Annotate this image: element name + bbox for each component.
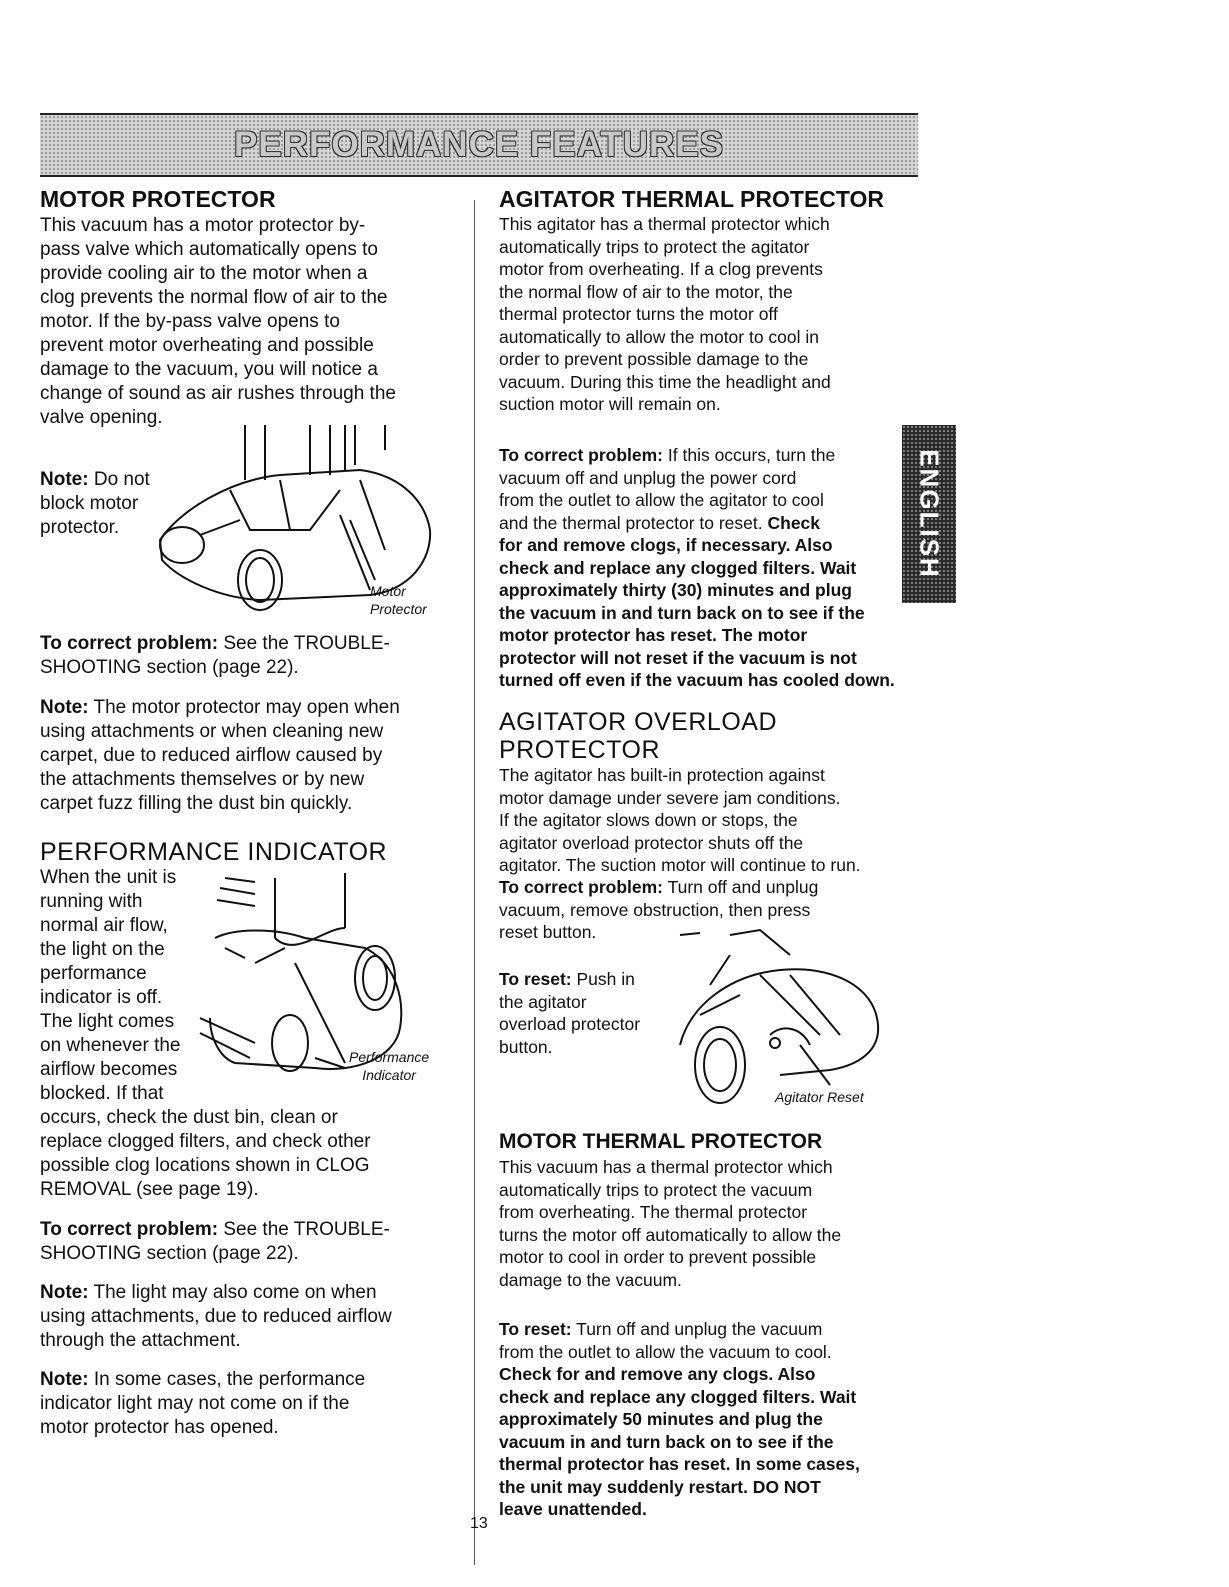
agitator-overload-reset bbox=[499, 968, 689, 1058]
text-line: automatically to allow the motor to cool in bbox=[499, 326, 820, 347]
performance-indicator-heading: PERFORMANCE INDICATOR bbox=[40, 838, 388, 866]
motor-thermal-section bbox=[499, 1128, 919, 1291]
text-line: check and replace any clogged filters. Wait bbox=[499, 557, 857, 578]
text-line: agitator. The suction motor will continue to run. bbox=[499, 855, 861, 875]
text-line: valve opening. bbox=[40, 407, 163, 428]
performance-indicator-note-a bbox=[40, 1281, 465, 1353]
text-line: SHOOTING section (page 22). bbox=[40, 1243, 299, 1264]
correct-label: To correct problem: bbox=[40, 633, 219, 654]
text-line: protector will not reset if the vacuum is not bbox=[499, 647, 857, 668]
text-line: This vacuum has a thermal protector which bbox=[499, 1157, 833, 1177]
text-line: provide cooling air to the motor when a bbox=[40, 263, 368, 284]
text-line: thermal protector has reset. In some cases, bbox=[499, 1454, 860, 1474]
text-line: block motor bbox=[40, 493, 139, 514]
agitator-overload-section bbox=[499, 708, 919, 877]
performance-indicator-correct bbox=[40, 1218, 465, 1266]
text-line: the agitator bbox=[499, 991, 587, 1012]
text-line: reset button. bbox=[499, 922, 597, 942]
text-line: automatically trips to protect the vacuum bbox=[499, 1179, 813, 1200]
text-line: When the unit is bbox=[40, 867, 177, 888]
page-number: 13 bbox=[470, 1515, 488, 1532]
text-line: The agitator has built-in protection against bbox=[499, 765, 825, 785]
performance-indicator-caption-line2: Indicator bbox=[362, 1067, 416, 1083]
text-line: carpet, due to reduced airflow caused by bbox=[40, 745, 383, 766]
text-line: using attachments or when cleaning new bbox=[40, 721, 384, 742]
column-divider bbox=[474, 200, 475, 1565]
text-line: REMOVAL (see page 19). bbox=[40, 1179, 259, 1200]
text-line: pass valve which automatically opens to bbox=[40, 239, 378, 260]
text-line: See the TROUBLE- bbox=[223, 633, 390, 654]
text-line: motor from overheating. If a clog prevents bbox=[499, 259, 823, 279]
text-line: order to prevent possible damage to the bbox=[499, 349, 809, 369]
text-line: Push in bbox=[576, 969, 635, 989]
text-line: agitator overload protector shuts off the bbox=[499, 832, 804, 853]
text-line: Turn off and unplug the vacuum bbox=[576, 1319, 823, 1339]
text-line: from overheating. The thermal protector bbox=[499, 1202, 808, 1222]
motor-protector-correct bbox=[40, 632, 465, 680]
text-line: the attachments themselves or by new bbox=[40, 769, 365, 790]
motor-thermal-reset bbox=[499, 1318, 919, 1521]
performance-indicator-note-b bbox=[40, 1368, 465, 1440]
text-line: normal air flow, bbox=[40, 915, 168, 936]
text-line: the normal flow of air to the motor, the bbox=[499, 281, 793, 302]
text-line: check and replace any clogged filters. Wait bbox=[499, 1386, 857, 1407]
text-line: turned off even if the vacuum has cooled down. bbox=[499, 670, 895, 690]
text-line: the light on the bbox=[40, 939, 165, 960]
text-line: Check bbox=[767, 512, 821, 533]
performance-indicator-full-text bbox=[40, 1106, 465, 1202]
text-line: using attachments, due to reduced airflow bbox=[40, 1306, 392, 1327]
text-line: on whenever the bbox=[40, 1035, 181, 1056]
text-line: approximately 50 minutes and plug the bbox=[499, 1409, 823, 1429]
note-label: Note: bbox=[40, 697, 89, 718]
text-line: and the thermal protector to reset. bbox=[499, 512, 763, 533]
agitator-thermal-correct bbox=[499, 444, 904, 692]
performance-indicator-wrap-text bbox=[40, 866, 220, 1106]
motor-thermal-heading: MOTOR THERMAL PROTECTOR bbox=[499, 1130, 823, 1153]
text-line: from the outlet to allow the vacuum to cool. bbox=[499, 1341, 832, 1362]
language-tab bbox=[902, 425, 956, 603]
note-label: Note: bbox=[40, 469, 89, 490]
text-line: The light may also come on when bbox=[93, 1282, 377, 1303]
banner-title: PERFORMANCE FEATURES bbox=[234, 125, 724, 164]
text-line: vacuum, remove obstruction, then press bbox=[499, 899, 811, 920]
text-line: Do not bbox=[93, 469, 150, 490]
text-line: replace clogged filters, and check other bbox=[40, 1131, 371, 1152]
text-line: indicator light may not come on if the bbox=[40, 1393, 350, 1414]
text-line: airflow becomes bbox=[40, 1059, 178, 1080]
text-line: motor to cool in order to prevent possible bbox=[499, 1247, 817, 1267]
text-line: In some cases, the performance bbox=[93, 1369, 366, 1390]
text-line: blocked. If that bbox=[40, 1083, 164, 1104]
performance-indicator-section bbox=[40, 838, 465, 866]
note-label: Note: bbox=[40, 1282, 89, 1303]
text-line: performance bbox=[40, 963, 147, 984]
text-line: protector. bbox=[40, 517, 120, 538]
text-line: If this occurs, turn the bbox=[667, 445, 836, 465]
text-line: the vacuum in and turn back on to see if the bbox=[499, 602, 865, 623]
text-line: motor damage under severe jam conditions. bbox=[499, 787, 841, 808]
text-line: clog prevents the normal flow of air to the bbox=[40, 287, 388, 308]
text-line: occurs, check the dust bin, clean or bbox=[40, 1107, 338, 1128]
text-line: The motor protector may open when bbox=[93, 697, 400, 718]
note-label: Note: bbox=[40, 1369, 89, 1390]
text-line: damage to the vacuum. bbox=[499, 1269, 682, 1290]
language-tab-label: ENGLISH bbox=[914, 449, 945, 579]
text-line: thermal protector turns the motor off bbox=[499, 304, 778, 324]
text-line: the unit may suddenly restart. DO NOT bbox=[499, 1476, 821, 1497]
text-line: motor. If the by-pass valve opens to bbox=[40, 311, 340, 332]
text-line: approximately thirty (30) minutes and plug bbox=[499, 580, 852, 600]
agitator-reset-caption: Agitator Reset bbox=[775, 1089, 864, 1105]
text-line: If the agitator slows down or stops, the bbox=[499, 810, 798, 830]
text-line: running with bbox=[40, 891, 143, 912]
text-line: suction motor will remain on. bbox=[499, 394, 721, 414]
text-line: vacuum in and turn back on to see if the bbox=[499, 1431, 834, 1452]
motor-protector-caption-line2: Protector bbox=[370, 601, 427, 617]
performance-indicator-caption-line1: Performance bbox=[349, 1049, 430, 1065]
text-line: This vacuum has a motor protector by- bbox=[40, 215, 366, 236]
correct-label: To correct problem: bbox=[499, 445, 664, 465]
text-line: vacuum off and unplug the power cord bbox=[499, 467, 797, 488]
text-line: leave unattended. bbox=[499, 1499, 647, 1519]
text-line: This agitator has a thermal protector which bbox=[499, 214, 830, 234]
motor-protector-caption-line1: Motor bbox=[370, 583, 406, 599]
text-line: possible clog locations shown in CLOG bbox=[40, 1155, 370, 1176]
text-line: motor protector has reset. The motor bbox=[499, 625, 808, 645]
reset-label: To reset: bbox=[499, 1319, 572, 1339]
text-line: Check for and remove any clogs. Also bbox=[499, 1364, 816, 1384]
text-line: prevent motor overheating and possible bbox=[40, 335, 374, 356]
reset-label: To reset: bbox=[499, 969, 572, 989]
section-banner bbox=[40, 113, 918, 177]
text-line: change of sound as air rushes through the bbox=[40, 383, 396, 404]
motor-protector-note2 bbox=[40, 696, 465, 816]
motor-protector-section bbox=[40, 185, 465, 430]
text-line: vacuum. During this time the headlight and bbox=[499, 371, 831, 392]
agitator-overload-heading: AGITATOR OVERLOAD PROTECTOR bbox=[499, 708, 777, 764]
text-line: from the outlet to allow the agitator to cool bbox=[499, 490, 824, 510]
text-line: carpet fuzz filling the dust bin quickly. bbox=[40, 793, 353, 814]
vacuum-agitator-reset-illustration bbox=[670, 925, 885, 1115]
motor-protector-heading: MOTOR PROTECTOR bbox=[40, 186, 276, 212]
text-line: automatically trips to protect the agitator bbox=[499, 236, 810, 257]
agitator-thermal-heading: AGITATOR THERMAL PROTECTOR bbox=[499, 186, 885, 212]
text-line: damage to the vacuum, you will notice a bbox=[40, 359, 378, 380]
text-line: button. bbox=[499, 1036, 553, 1057]
agitator-thermal-section bbox=[499, 185, 919, 416]
correct-label: To correct problem: bbox=[40, 1219, 219, 1240]
text-line: See the TROUBLE- bbox=[223, 1219, 390, 1240]
text-line: Turn off and unplug bbox=[667, 877, 819, 897]
text-line: The light comes bbox=[40, 1011, 175, 1032]
text-line: overload protector bbox=[499, 1014, 641, 1034]
text-line: through the attachment. bbox=[40, 1330, 241, 1351]
text-line: SHOOTING section (page 22). bbox=[40, 657, 299, 678]
text-line: motor protector has opened. bbox=[40, 1417, 279, 1438]
text-line: for and remove clogs, if necessary. Also bbox=[499, 535, 833, 555]
text-line: indicator is off. bbox=[40, 987, 163, 1008]
correct-label: To correct problem: bbox=[499, 877, 664, 897]
text-line: turns the motor off automatically to allow the bbox=[499, 1224, 842, 1245]
